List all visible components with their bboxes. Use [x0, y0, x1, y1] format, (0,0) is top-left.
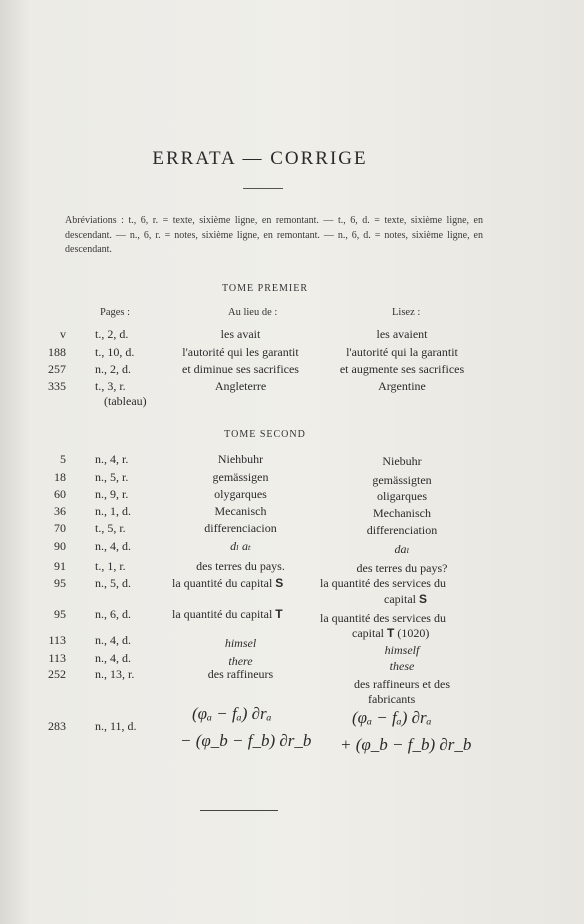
- original-text: [172, 576, 283, 591]
- column-header-au-lieu-de: Au lieu de :: [228, 307, 278, 318]
- original-text-words: la quantité du capital: [172, 576, 273, 590]
- errata-row: [0, 504, 584, 520]
- location-code: t., 1, r.: [95, 559, 126, 573]
- tableau-note: (tableau): [104, 394, 147, 408]
- errata-row: [0, 521, 584, 537]
- abbreviations-paragraph: Abréviations : t., 6, r. = texte, sixième ligne, en remontant. — t., 6, d. = texte, sixième ligne, en descendant. — n., 6, r. = notes, sixième ligne, en remontant. — n., 6, d. = notes, sixième ligne, en descendant.: [65, 215, 483, 255]
- capital-symbol: S: [418, 592, 427, 606]
- corrected-text: l'autorité qui la garantit: [346, 345, 458, 359]
- page-title: ERRATA — CORRIGE: [152, 148, 368, 169]
- original-text: olygarques: [214, 487, 267, 501]
- corrected-text: differenciation: [366, 523, 438, 537]
- location-code: n., 4, d.: [95, 633, 131, 647]
- errata-row: [0, 452, 584, 468]
- original-text: des terres du pays.: [196, 559, 285, 573]
- page-number: 60: [54, 487, 66, 501]
- original-text: des raffineurs: [207, 667, 274, 681]
- location-code: n., 4, d.: [95, 651, 131, 665]
- page-number: 70: [54, 521, 66, 535]
- page-number: 283: [48, 719, 66, 733]
- corrected-text: himself: [384, 643, 420, 657]
- location-code: t., 3, r.: [95, 379, 126, 393]
- page-number: 252: [48, 667, 66, 681]
- errata-row: [0, 470, 584, 486]
- corrected-text: et augmente ses sacrifices: [339, 362, 465, 376]
- errata-row: [0, 327, 584, 343]
- errata-row: [0, 667, 584, 691]
- page-number: 18: [54, 470, 66, 484]
- corrected-text: des raffineurs et des: [353, 677, 451, 691]
- corrected-text: Niebuhr: [382, 454, 422, 468]
- original-text: dₗ aₜ: [230, 539, 251, 553]
- page-number: v: [60, 327, 66, 341]
- corrected-text-continued: [384, 592, 427, 607]
- column-header-pages: Pages :: [100, 307, 131, 318]
- corrected-formula-line-1: (φₐ − fₐ) ∂rₐ: [352, 708, 432, 727]
- errata-row: [0, 633, 584, 657]
- capital-symbol: T: [386, 626, 395, 640]
- location-code: n., 13, r.: [95, 667, 135, 681]
- corrected-text: these: [389, 659, 415, 673]
- section-heading-tome-premier: TOME PREMIER: [222, 283, 308, 294]
- corrected-text: gemässigten: [372, 473, 432, 487]
- corrected-text: des terres du pays?: [356, 561, 448, 575]
- corrected-text-continued: fabricants: [368, 692, 416, 706]
- page-number: 91: [54, 559, 66, 573]
- location-code: n., 1, d.: [95, 504, 131, 518]
- page-number: 95: [54, 607, 66, 621]
- page-number: 113: [48, 633, 66, 647]
- original-formula-line-1: (φₐ − fₐ) ∂rₐ: [192, 704, 272, 723]
- location-code: t., 2, d.: [95, 327, 129, 341]
- original-text: Niehbuhr: [217, 452, 264, 466]
- errata-row: [0, 576, 584, 592]
- corrected-text: daₗ: [394, 542, 410, 556]
- original-text: l'autorité qui les garantit: [182, 345, 299, 359]
- page-number: 113: [48, 651, 66, 665]
- corrected-text-page-ref: (1020): [397, 626, 430, 640]
- location-code: t., 5, r.: [95, 521, 126, 535]
- original-text-words: la quantité du capital: [172, 607, 273, 621]
- corrected-text-words: capital: [352, 626, 384, 640]
- errata-row: [0, 539, 584, 555]
- location-code: n., 5, r.: [95, 470, 129, 484]
- errata-row: [0, 487, 584, 503]
- original-text: there: [228, 654, 253, 668]
- corrected-formula-line-2: + (φ_b − f_b) ∂r_b: [340, 735, 472, 754]
- location-code: n., 2, d.: [95, 362, 131, 376]
- original-text: gemässigen: [212, 470, 269, 484]
- page-number: 257: [48, 362, 66, 376]
- location-code: n., 11, d.: [95, 719, 137, 733]
- column-header-lisez: Lisez :: [392, 307, 421, 318]
- location-code: n., 9, r.: [95, 487, 129, 501]
- errata-row: [0, 379, 584, 395]
- original-text: et diminue ses sacrifices: [182, 362, 299, 376]
- page-number: 90: [54, 539, 66, 553]
- corrected-text: Argentine: [378, 379, 426, 393]
- corrected-text-words: capital: [384, 592, 416, 606]
- errata-row: [0, 651, 584, 673]
- errata-row: [0, 559, 584, 575]
- errata-row: [0, 362, 584, 378]
- corrected-text: oligarques: [377, 489, 427, 503]
- original-text: Angleterre: [214, 379, 267, 393]
- page-number: 5: [60, 452, 66, 466]
- original-text: les avait: [220, 327, 261, 341]
- location-code: n., 5, d.: [95, 576, 131, 590]
- corrected-text: la quantité des services du: [320, 611, 446, 625]
- original-formula-line-2: − (φ_b − f_b) ∂r_b: [180, 731, 312, 750]
- page-number: 188: [48, 345, 66, 359]
- capital-symbol: S: [275, 576, 284, 590]
- title-rule: [243, 188, 283, 189]
- location-code: n., 4, r.: [95, 452, 129, 466]
- corrected-text: les avaient: [376, 327, 428, 341]
- corrected-text: Mechanisch: [373, 506, 431, 520]
- page-number: 95: [54, 576, 66, 590]
- location-code: t., 10, d.: [95, 345, 135, 359]
- original-text: differenciacion: [204, 521, 277, 535]
- end-rule: [200, 810, 278, 811]
- errata-row: [0, 607, 584, 623]
- errata-row: [0, 345, 584, 361]
- corrected-text: la quantité des services du: [320, 576, 446, 590]
- location-code: n., 6, d.: [95, 607, 131, 621]
- original-text: [172, 607, 283, 622]
- page-number: 36: [54, 504, 66, 518]
- location-code: n., 4, d.: [95, 539, 131, 553]
- section-heading-tome-second: TOME SECOND: [224, 429, 306, 440]
- original-text: Mecanisch: [214, 504, 267, 518]
- original-text: himsel: [224, 636, 257, 650]
- page-number: 335: [48, 379, 66, 393]
- capital-symbol: T: [275, 607, 283, 621]
